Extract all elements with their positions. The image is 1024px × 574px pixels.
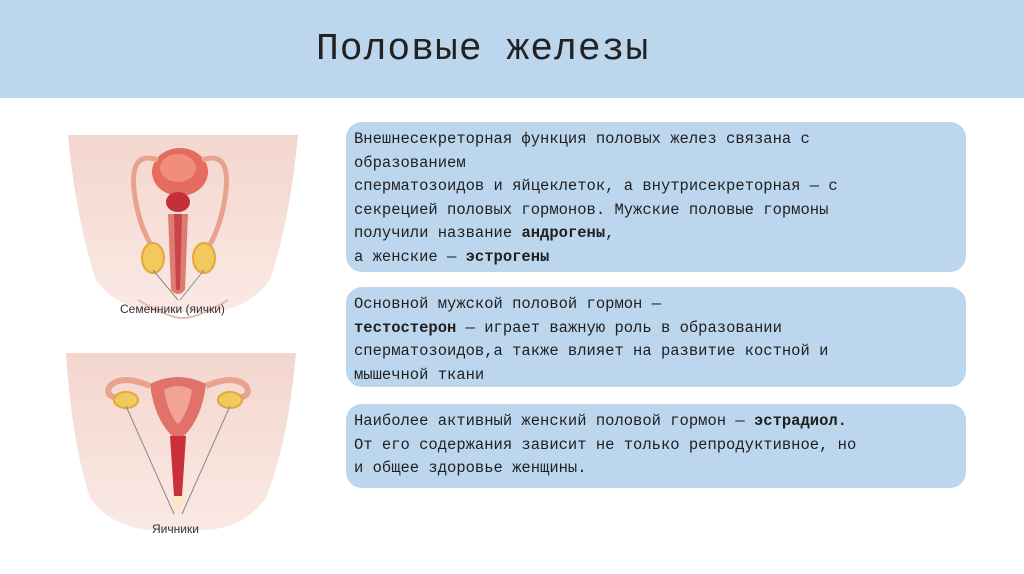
testosterone-term: тестостерон [354,318,457,337]
header-bar [0,0,1024,98]
info-box-estradiol [346,404,966,488]
male-figure-caption: Семенники (яички) [120,302,225,316]
page-title: Половые железы [316,28,650,71]
info-box-testosterone [346,287,966,387]
text-line: образованием [354,153,466,172]
text-line: секрецией половых гормонов. Мужские половые гормоны [354,200,829,219]
male-anatomy-illustration [58,130,308,320]
text-line: сперматозоидов,а также влияет на развитие костной и [354,342,829,360]
text-line: — играет важную роль в образовании [456,318,782,337]
text-line: Основной мужской половой гормон — [354,295,661,313]
info-box-secretory-function [346,122,966,272]
female-anatomy-illustration [52,348,304,538]
text-line: получили название [354,224,522,242]
female-figure-caption: Яичники [152,522,199,536]
text-line: мышечной ткани [354,365,485,384]
info-box-text [354,128,960,269]
text-punct: , [605,224,615,242]
text-line: сперматозоидов и яйцеклеток, а внутрисекреторная — с [354,177,838,195]
text-line: Наиболее активный женский половой гормон — [354,412,754,430]
info-box-text [354,293,960,387]
text-line: Внешнесекреторная функция половых желез связана с [354,130,810,148]
text-line: а женские — [354,247,466,266]
estrogens-term: эстрогены [465,247,550,266]
androgens-term: андрогены [521,224,606,242]
info-box-text [354,410,960,481]
text-line: и общее здоровье женщины. [354,459,587,477]
text-line: От его содержания зависит не только репродуктивное, но [354,435,857,454]
estradiol-term: эстрадиол. [753,412,847,430]
